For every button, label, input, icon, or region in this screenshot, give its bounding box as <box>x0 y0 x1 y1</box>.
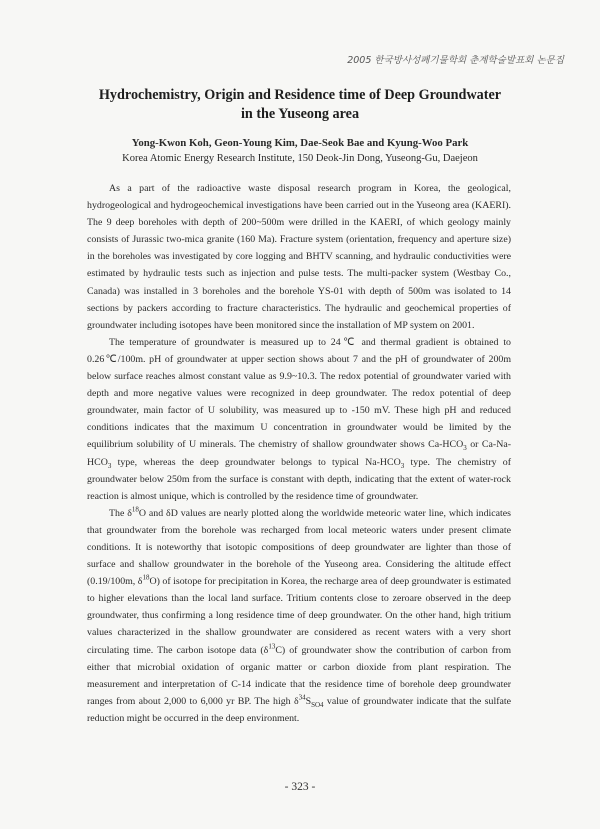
p3-text-c: O) of isotope for precipitation in Korea, the recharge area of deep groundwater is estimated to higher elevations than the local land surface. Tritium contents close to zeroare observed in the deep groundwater, thus confirming a long residence time of deep groundwater. On the other hand, high tritium values characterized in the shallow groundwater are considered as recent waters with a very short circulating time. The carbon isotope data (δ <box>87 576 511 656</box>
running-header: 2005 한국방사성폐기물학회 춘계학술발표회 논문집 <box>347 55 564 66</box>
p3-subscript-4: SO4 <box>311 700 324 709</box>
p3-text-a: The δ <box>109 507 132 519</box>
p3-superscript-3: 13 <box>268 642 276 651</box>
p2-subscript-1: 3 <box>463 444 467 453</box>
title-line-1: Hydrochemistry, Origin and Residence time of Deep Groundwater <box>98 87 502 103</box>
p3-text-f: value of groundwater indicate that the sulfate reduction might be occurred in the deep environment. <box>87 695 511 724</box>
title-line-2: in the Yuseong area <box>240 106 360 122</box>
paragraph-1: As a part of the radioactive waste disposal research program in Korea, the geological, hydrogeological and hydrogeochemical investigations have been carried out in the Yuseong area (KAERI). The 9 deep boreholes with depth of 200~500m were drilled in the KAERI, of which geology mainly consists of Jurassic two-mica granite (160 Ma). Fracture system (orientation, frequency and aperture size) in the boreholes was investigated by core logging and BHTV scanning, and hydraulic conductivities were estimated by hydraulic tests such as injection and pulse tests. The multi-packer system (Westbay Co., Canada) was installed in 3 boreholes and the borehole YS-01 with depth of 500m was isolated to 14 sections by packers according to fracture characteristics. The hydraulic and geochemical properties of groundwater including isotopes have been monitored since the installation of MP system on 2001. <box>87 183 511 331</box>
p3-superscript-2: 18 <box>142 573 150 582</box>
p2-subscript-2: 3 <box>107 461 112 470</box>
p2-text-c: type, whereas the deep groundwater belongs to typical Na-HCO <box>111 456 401 468</box>
affiliation: Korea Atomic Energy Research Institute, 150 Deok-Jin Dong, Yuseong-Gu, Daejeon <box>122 153 478 164</box>
p3-text-d: C) of groundwater show the contribution of carbon from either that microbial oxidation of organic matter or carbon dioxide from plant respiration. The measurement and interpretation of C-14 indicate that the residence time of borehole deep groundwater ranges from about 2,000 to 6,000 yr BP. The high δ <box>87 644 512 707</box>
abstract-body <box>87 180 511 727</box>
paragraph-2 <box>87 334 511 505</box>
p2-text-a: The temperature of groundwater is measured up to 24℃ and thermal gradient is obtained to 0.26℃/100m. pH of groundwater at upper section shows about 7 and the pH of groundwater of 200m below surface reaches almost constant value as 9.9~10.3. The redox potential of groundwater varied with depth and more negative values were recognized in deep groundwater. The redox potential of deep groundwater, main factor of U solubility, was measured up to -150 mV. These high pH and reduced conditions indicates that the maximum U concentration in groundwater would be limited by the equilibrium solubility of U minerals. The chemistry of shallow groundwater shows Ca-HCO <box>87 336 511 451</box>
p2-subscript-3: 3 <box>400 461 405 470</box>
p2-text-b: or Ca-Na-HCO <box>87 439 511 468</box>
p3-text-e: S <box>305 695 312 707</box>
page-number: - 323 - <box>284 781 316 793</box>
p3-superscript-1: 18 <box>131 505 139 514</box>
author-list: Yong-Kwon Koh, Geon-Young Kim, Dae-Seok Bae and Kyung-Woo Park <box>131 137 469 149</box>
p3-superscript-4: 34 <box>298 693 306 702</box>
p2-text-d: type. The chemistry of groundwater below 250m from the surface is constant with depth, indicating that the extent of water-rock reaction is almost unique, which is controlled by the residence time of groundwater. <box>87 456 512 502</box>
paper-title <box>0 86 600 124</box>
p3-text-b: O and δD values are nearly plotted along the worldwide meteoric water line, which indicates that groundwater from the borehole was recharged from local meteoric waters under present climate conditions. It is noteworthy that isotopic compositions of deep groundwater are lighter than those of surface and shallow groundwater in the borehole of the Yuseong area. Considering the altitude effect (0.19/100m, δ <box>87 507 511 588</box>
paragraph-3 <box>87 505 511 727</box>
